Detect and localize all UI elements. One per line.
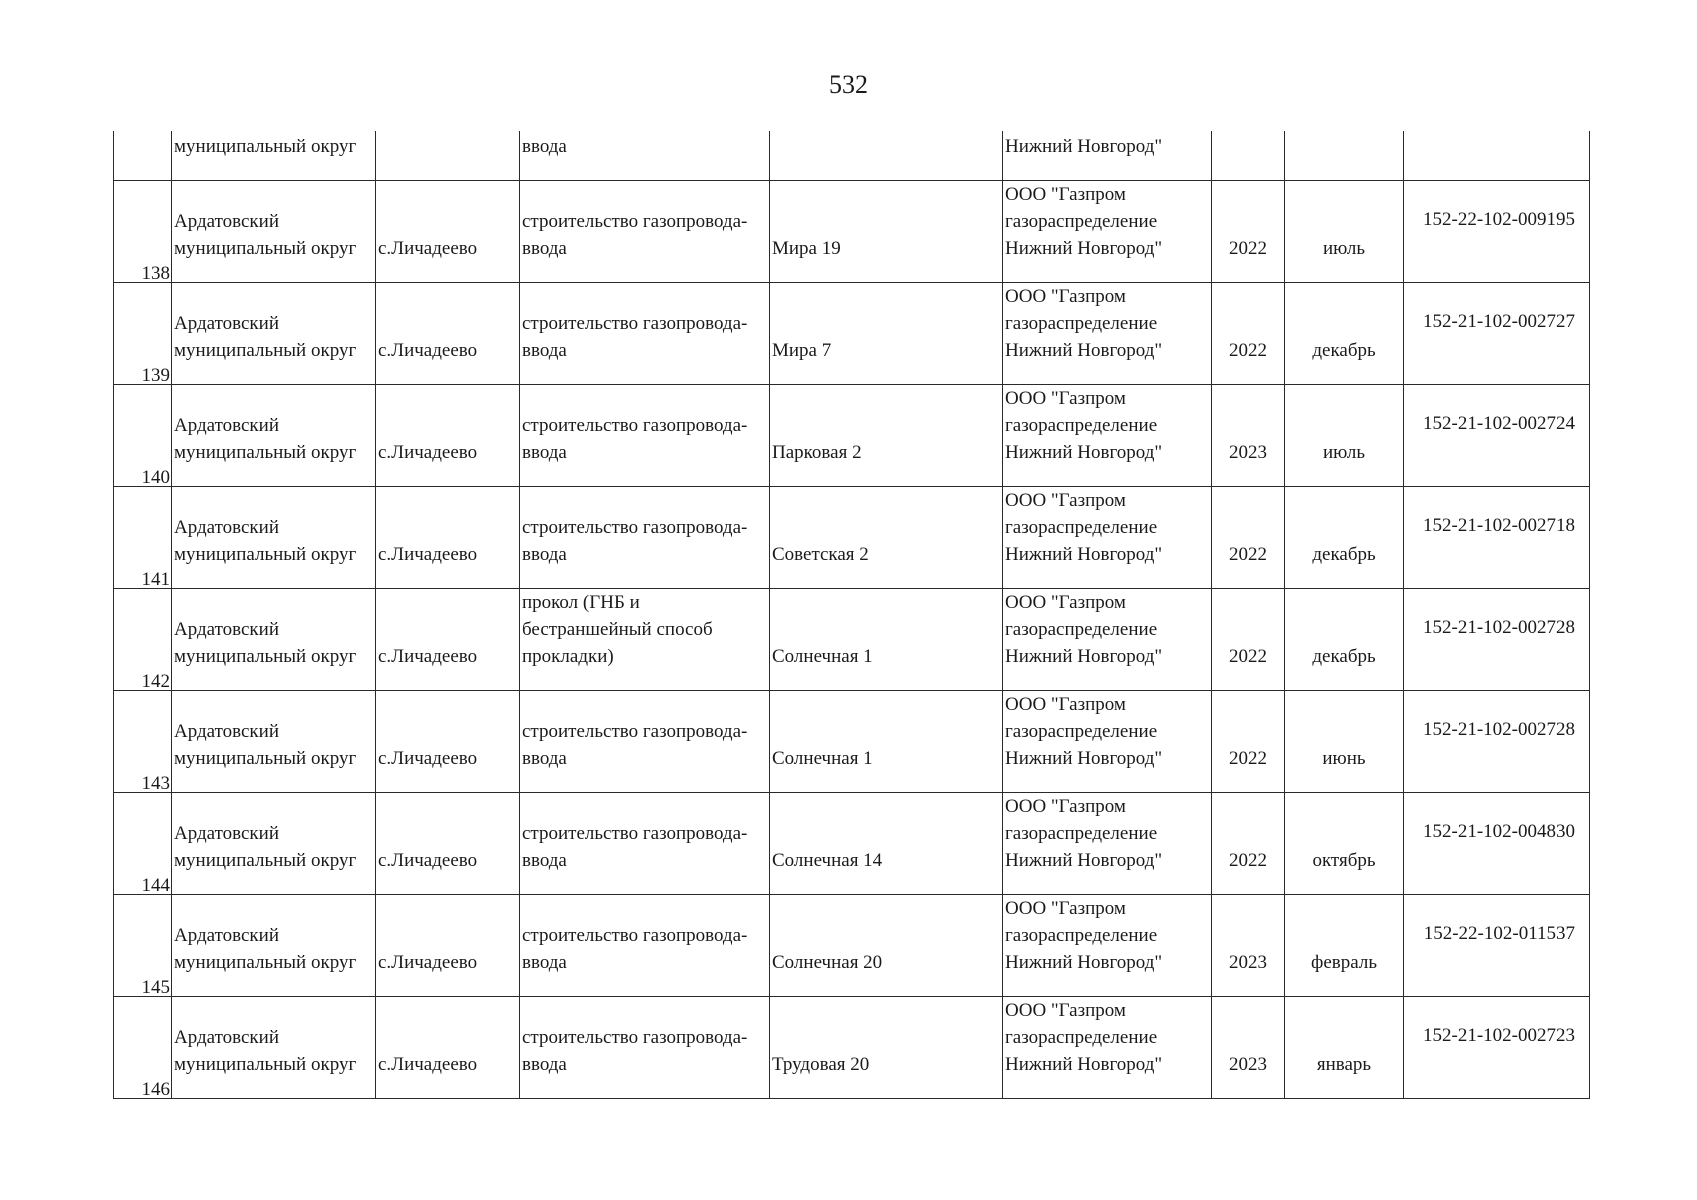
cell-organization [1003, 997, 1212, 1099]
cell-line: строительство газопровода- [522, 925, 748, 946]
cell-organization [1003, 895, 1212, 997]
cell-organization [1003, 589, 1212, 691]
cell-year [1212, 181, 1285, 283]
cell-code [1404, 793, 1590, 895]
cell-line: ООО "Газпром [1005, 490, 1126, 511]
cell-line: ввода [522, 748, 567, 769]
settlement-text: с.Личадеево [378, 442, 478, 463]
cell-settlement [376, 385, 520, 487]
address-text: Мира 7 [772, 340, 832, 361]
cell-settlement [376, 181, 520, 283]
cell-line: Нижний Новгород" [1005, 544, 1163, 565]
cell-line: прокладки) [522, 646, 614, 667]
year-text: 2022 [1229, 238, 1267, 259]
cell-work-type [520, 691, 770, 793]
cell-year [1212, 589, 1285, 691]
year-text: 2022 [1229, 544, 1267, 565]
cell-line: строительство газопровода- [522, 721, 748, 742]
cell-municipality [172, 131, 376, 181]
year-text: 2023 [1229, 442, 1267, 463]
cell-address [770, 385, 1003, 487]
cell-year [1212, 895, 1285, 997]
table-row [114, 385, 1590, 487]
cell-line: ООО "Газпром [1005, 796, 1126, 817]
cell-line: Ардатовский [174, 619, 279, 640]
cell-code [1404, 385, 1590, 487]
cell-line: ООО "Газпром [1005, 1000, 1126, 1021]
code-text: 152-21-102-002724 [1423, 413, 1575, 434]
address-text: Парковая 2 [772, 442, 862, 463]
cell-line: ввода [522, 952, 567, 973]
cell-year [1212, 131, 1285, 181]
cell-line: муниципальный округ [174, 952, 357, 973]
cell-number [114, 385, 172, 487]
code-text: 152-22-102-011537 [1423, 923, 1575, 944]
address-text: Солнечная 14 [772, 850, 883, 871]
cell-settlement [376, 895, 520, 997]
cell-code [1404, 691, 1590, 793]
cell-work-type [520, 487, 770, 589]
month-text: декабрь [1312, 340, 1376, 361]
gas-pipeline-registry-table [113, 131, 1590, 1099]
cell-municipality [172, 589, 376, 691]
cell-line: ввода [522, 442, 567, 463]
month-text: декабрь [1312, 544, 1376, 565]
cell-line: муниципальный округ [174, 1054, 357, 1075]
cell-line: газораспределение [1005, 415, 1158, 436]
cell-year [1212, 487, 1285, 589]
cell-organization [1003, 385, 1212, 487]
cell-settlement [376, 793, 520, 895]
year-text: 2022 [1229, 748, 1267, 769]
row-number: 138 [141, 263, 170, 284]
address-text: Солнечная 20 [772, 952, 883, 973]
row-number: 139 [141, 365, 170, 386]
cell-municipality [172, 385, 376, 487]
cell-settlement [376, 589, 520, 691]
cell-municipality [172, 283, 376, 385]
year-text: 2022 [1229, 340, 1267, 361]
cell-line: газораспределение [1005, 925, 1158, 946]
cell-line: Нижний Новгород" [1005, 748, 1163, 769]
row-number: 142 [141, 671, 170, 692]
cell-settlement [376, 691, 520, 793]
cell-line: ввода [522, 544, 567, 565]
cell-line: Ардатовский [174, 925, 279, 946]
cell-organization [1003, 131, 1212, 181]
settlement-text: с.Личадеево [378, 1054, 478, 1075]
year-text: 2022 [1229, 646, 1267, 667]
cell-line: муниципальный округ [174, 238, 357, 259]
table-row [114, 895, 1590, 997]
cell-line: Ардатовский [174, 517, 279, 538]
cell-settlement [376, 283, 520, 385]
cell-work-type [520, 895, 770, 997]
cell-municipality [172, 181, 376, 283]
cell-address [770, 487, 1003, 589]
cell-number [114, 181, 172, 283]
cell-work-type [520, 385, 770, 487]
cell-month [1285, 691, 1404, 793]
cell-work-type [520, 283, 770, 385]
address-text: Трудовая 20 [772, 1054, 870, 1075]
settlement-text: с.Личадеево [378, 850, 478, 871]
code-text: 152-21-102-002727 [1423, 311, 1575, 332]
cell-line: строительство газопровода- [522, 1027, 748, 1048]
cell-address [770, 793, 1003, 895]
cell-line: строительство газопровода- [522, 211, 748, 232]
cell-organization [1003, 181, 1212, 283]
cell-line: газораспределение [1005, 721, 1158, 742]
cell-line: газораспределение [1005, 517, 1158, 538]
cell-line: Нижний Новгород" [1005, 646, 1163, 667]
cell-line: газораспределение [1005, 313, 1158, 334]
cell-line: ООО "Газпром [1005, 388, 1126, 409]
settlement-text: с.Личадеево [378, 646, 478, 667]
cell-line: Ардатовский [174, 313, 279, 334]
cell-line: Ардатовский [174, 721, 279, 742]
cell-address [770, 589, 1003, 691]
cell-municipality [172, 487, 376, 589]
cell-line: Нижний Новгород" [1005, 442, 1163, 463]
cell-work-type [520, 131, 770, 181]
cell-code [1404, 997, 1590, 1099]
cell-line: ООО "Газпром [1005, 694, 1126, 715]
settlement-text: с.Личадеево [378, 340, 478, 361]
code-text: 152-21-102-002723 [1423, 1025, 1575, 1046]
cell-line: газораспределение [1005, 211, 1158, 232]
cell-line: муниципальный округ [174, 442, 357, 463]
month-text: декабрь [1312, 646, 1376, 667]
code-text: 152-21-102-002728 [1423, 719, 1575, 740]
cell-line: прокол (ГНБ и [522, 592, 640, 613]
cell-municipality [172, 691, 376, 793]
cell-line: Нижний Новгород" [1005, 952, 1163, 973]
cell-number [114, 487, 172, 589]
cell-number [114, 997, 172, 1099]
cell-line: Нижний Новгород" [1005, 238, 1163, 259]
cell-line: муниципальный округ [174, 748, 357, 769]
month-text: октябрь [1312, 850, 1376, 871]
year-text: 2022 [1229, 850, 1267, 871]
cell-month [1285, 589, 1404, 691]
cell-code [1404, 283, 1590, 385]
cell-line: Ардатовский [174, 415, 279, 436]
cell-line: Ардатовский [174, 823, 279, 844]
cell-municipality [172, 895, 376, 997]
cell-line: ввода [522, 238, 567, 259]
code-text: 152-21-102-002718 [1423, 515, 1575, 536]
cell-line: строительство газопровода- [522, 313, 748, 334]
cell-line: Нижний Новгород" [1005, 340, 1163, 361]
cell-line: муниципальный округ [174, 544, 357, 565]
cell-organization [1003, 691, 1212, 793]
cell-number [114, 283, 172, 385]
cell-line: ввода [522, 136, 567, 157]
cell-code [1404, 181, 1590, 283]
cell-work-type [520, 793, 770, 895]
cell-municipality [172, 793, 376, 895]
page-number: 532 [829, 70, 868, 99]
cell-line: Нижний Новгород" [1005, 850, 1163, 871]
year-text: 2023 [1229, 1054, 1267, 1075]
cell-organization [1003, 793, 1212, 895]
month-text: июль [1322, 442, 1366, 463]
row-number: 141 [141, 569, 170, 590]
cell-line: муниципальный округ [174, 136, 357, 157]
cell-line: газораспределение [1005, 1027, 1158, 1048]
cell-line: муниципальный округ [174, 850, 357, 871]
cell-code [1404, 589, 1590, 691]
code-text: 152-21-102-004830 [1423, 821, 1575, 842]
row-number: 140 [141, 467, 170, 488]
cell-year [1212, 691, 1285, 793]
cell-line: Ардатовский [174, 1027, 279, 1048]
cell-month [1285, 895, 1404, 997]
address-text: Мира 19 [772, 238, 841, 259]
settlement-text: с.Личадеево [378, 238, 478, 259]
cell-month [1285, 997, 1404, 1099]
table-row [114, 589, 1590, 691]
settlement-text: с.Личадеево [378, 748, 478, 769]
settlement-text: с.Личадеево [378, 952, 478, 973]
cell-number [114, 691, 172, 793]
cell-line: строительство газопровода- [522, 823, 748, 844]
cell-number [114, 793, 172, 895]
cell-municipality [172, 997, 376, 1099]
cell-month [1285, 131, 1404, 181]
cell-year [1212, 385, 1285, 487]
cell-code [1404, 487, 1590, 589]
month-text: январь [1316, 1054, 1372, 1075]
cell-work-type [520, 997, 770, 1099]
cell-line: строительство газопровода- [522, 415, 748, 436]
month-text: февраль [1311, 952, 1377, 973]
cell-number [114, 895, 172, 997]
table-row [114, 283, 1590, 385]
address-text: Солнечная 1 [772, 646, 873, 667]
cell-organization [1003, 487, 1212, 589]
cell-settlement [376, 487, 520, 589]
cell-line: ООО "Газпром [1005, 592, 1126, 613]
cell-line: строительство газопровода- [522, 517, 748, 538]
cell-line: муниципальный округ [174, 646, 357, 667]
cell-month [1285, 487, 1404, 589]
cell-line: ввода [522, 340, 567, 361]
settlement-text: с.Личадеево [378, 544, 478, 565]
cell-line: Ардатовский [174, 211, 279, 232]
cell-address [770, 895, 1003, 997]
cell-address [770, 997, 1003, 1099]
code-text: 152-21-102-002728 [1423, 617, 1575, 638]
row-number: 146 [141, 1079, 170, 1100]
address-text: Солнечная 1 [772, 748, 873, 769]
cell-address [770, 131, 1003, 181]
cell-address [770, 181, 1003, 283]
cell-year [1212, 997, 1285, 1099]
cell-month [1285, 385, 1404, 487]
row-number: 143 [141, 773, 170, 794]
cell-line: бестраншейный способ [522, 619, 713, 640]
cell-address [770, 283, 1003, 385]
row-number: 144 [141, 875, 170, 896]
cell-line: Нижний Новгород" [1005, 1054, 1163, 1075]
cell-line: Нижний Новгород" [1005, 136, 1163, 157]
cell-number [114, 589, 172, 691]
cell-settlement [376, 131, 520, 181]
cell-month [1285, 793, 1404, 895]
cell-year [1212, 283, 1285, 385]
cell-line: газораспределение [1005, 619, 1158, 640]
table-row [114, 793, 1590, 895]
cell-line: газораспределение [1005, 823, 1158, 844]
table-row [114, 691, 1590, 793]
table-row [114, 487, 1590, 589]
cell-line: муниципальный округ [174, 340, 357, 361]
cell-month [1285, 181, 1404, 283]
cell-line: ООО "Газпром [1005, 898, 1126, 919]
continuation-row [114, 131, 1590, 181]
cell-line: ООО "Газпром [1005, 286, 1126, 307]
cell-line: ООО "Газпром [1005, 184, 1126, 205]
table-row [114, 997, 1590, 1099]
cell-work-type [520, 181, 770, 283]
address-text: Советская 2 [772, 544, 869, 565]
row-number: 145 [141, 977, 170, 998]
cell-organization [1003, 283, 1212, 385]
cell-code [1404, 895, 1590, 997]
cell-line: ввода [522, 850, 567, 871]
month-text: июль [1322, 238, 1366, 259]
cell-code [1404, 131, 1590, 181]
cell-number [114, 131, 172, 181]
month-text: июнь [1322, 748, 1366, 769]
cell-year [1212, 793, 1285, 895]
year-text: 2023 [1229, 952, 1267, 973]
cell-settlement [376, 997, 520, 1099]
cell-address [770, 691, 1003, 793]
code-text: 152-22-102-009195 [1423, 209, 1575, 230]
cell-work-type [520, 589, 770, 691]
table-body [114, 131, 1590, 1099]
table-row [114, 181, 1590, 283]
cell-month [1285, 283, 1404, 385]
cell-line: ввода [522, 1054, 567, 1075]
